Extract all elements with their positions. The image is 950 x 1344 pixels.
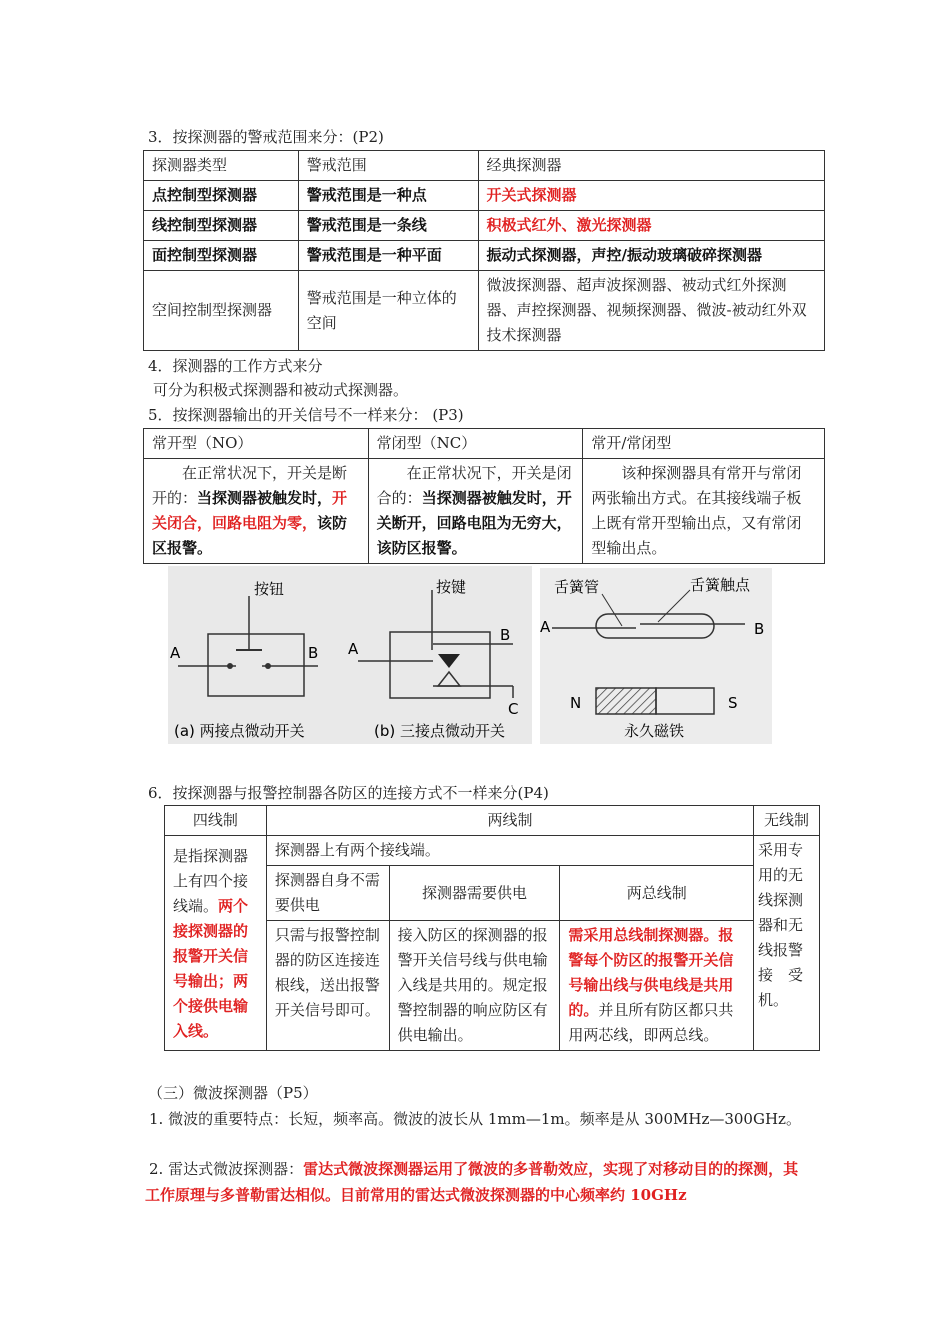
table-row xyxy=(144,271,825,351)
header-cell: 经典探测器 xyxy=(478,151,824,181)
table-cell xyxy=(368,459,583,564)
wiring-table xyxy=(164,805,820,1051)
header-cell: 两线制 xyxy=(266,806,753,836)
table-cell: 探测器需要供电 xyxy=(389,866,560,921)
label-b: B xyxy=(500,626,511,644)
figure-two-contact-switch xyxy=(168,566,532,744)
table-cell: 接入防区的探测器的报警开关信号线与供电输入线是共用的。规定报警控制器的响应防区有供电输出。 xyxy=(389,921,560,1051)
table-row xyxy=(144,211,825,241)
table-row xyxy=(144,429,825,459)
text-span: 两个接探测器的报警开关信号输出；两个接供电输入线。 xyxy=(173,897,249,1040)
reed-switch-svg xyxy=(540,568,772,744)
header-cell: 探测器类型 xyxy=(144,151,299,181)
label-a: A xyxy=(348,640,359,658)
caption-b: (b) 三接点微动开关 xyxy=(374,722,505,740)
text-span: 当探测器被触发时， xyxy=(197,489,333,507)
section6-heading: 6．按探测器与报警控制器各防区的连接方式不一样来分(P4) xyxy=(148,784,549,802)
table-cell: 该种探测器具有常开与常闭两张输出方式。在其接线端子板上既有常开型输出点，又有常闭型输出点。 xyxy=(583,459,825,564)
paragraph-2 xyxy=(145,1156,810,1208)
text-span: 2. 雷达式微波探测器： xyxy=(149,1160,304,1178)
table-cell: 开关式探测器 xyxy=(478,181,824,211)
table-cell: 微波探测器、超声波探测器、被动式红外探测器、声控探测器、视频探测器、微波-被动红外双技术探测器 xyxy=(478,271,824,351)
table-cell xyxy=(560,921,754,1051)
text-span: 并且所有防区都只共用两芯线，即两总线。 xyxy=(568,1001,734,1044)
section4-text: 可分为积极式探测器和被动式探测器。 xyxy=(153,381,409,399)
table-row xyxy=(144,459,825,564)
header-cell: 无线制 xyxy=(754,806,820,836)
table-cell: 两总线制 xyxy=(560,866,754,921)
table-row xyxy=(165,806,820,836)
table-cell: 振动式探测器，声控/振动玻璃破碎探测器 xyxy=(478,241,824,271)
label-contact: 舌簧触点 xyxy=(690,576,751,594)
label-a: A xyxy=(540,618,551,636)
label-button-b: 按键 xyxy=(436,578,467,596)
text-span: 开关闭合，回路电阻为零， xyxy=(152,489,348,532)
text-span: 该防区报警。 xyxy=(152,514,348,557)
section3-heading: 3．按探测器的警戒范围来分：(P2) xyxy=(148,128,384,146)
table-cell xyxy=(144,459,369,564)
figure-reed-switch xyxy=(540,568,772,744)
table-cell: 线控制型探测器 xyxy=(144,211,299,241)
header-cell: 警戒范围 xyxy=(298,151,478,181)
label-b: B xyxy=(754,620,765,638)
label-magnet: 永久磁铁 xyxy=(624,722,685,740)
label-b: B xyxy=(308,644,319,662)
section7-heading: （三）微波探测器（P5） xyxy=(148,1084,318,1102)
text-span: 当探测器被触发时，开关断开，回路电阻为无穷大，该防区报警。 xyxy=(376,489,572,557)
table-row xyxy=(144,241,825,271)
range-table xyxy=(143,150,825,351)
table-cell: 警戒范围是一种立体的空间 xyxy=(298,271,478,351)
switch-table xyxy=(143,428,825,564)
table-cell: 面控制型探测器 xyxy=(144,241,299,271)
label-s: S xyxy=(728,694,738,712)
paragraph-1: 1. 微波的重要特点：长短，频率高。微波的波长从 1mm—1m。频率是从 300MHz—300GHz。 xyxy=(149,1110,801,1128)
label-n: N xyxy=(570,694,582,712)
table-row xyxy=(144,181,825,211)
header-cell: 常开型（NO） xyxy=(144,429,369,459)
table-cell: 警戒范围是一种点 xyxy=(298,181,478,211)
table-cell: 只需与报警控制器的防区连接连根线，送出报警开关信号即可。 xyxy=(266,921,389,1051)
text-span: 雷达式微波探测器运用了微波的多普勒效应，实现了对移动目的的探测，其工作原理与多普勒雷达相似。目前常用的雷达式微波探测器的中心频率约 10GHz xyxy=(145,1160,799,1204)
table-cell: 警戒范围是一条线 xyxy=(298,211,478,241)
table-cell: 采用专用的无线探测器和无线报警接 受机。 xyxy=(754,836,820,1051)
table-row xyxy=(165,836,820,866)
header-cell: 常闭型（NC） xyxy=(368,429,583,459)
table-row xyxy=(144,151,825,181)
table-cell: 探测器上有两个接线端。 xyxy=(266,836,753,866)
text-span: 在正常状况下，开关是闭合的： xyxy=(376,464,572,507)
label-c: C xyxy=(508,700,519,718)
header-cell: 常开/常闭型 xyxy=(583,429,825,459)
label-a: A xyxy=(170,644,181,662)
table-cell: 空间控制型探测器 xyxy=(144,271,299,351)
section5-heading: 5．按探测器输出的开关信号不一样来分： (P3) xyxy=(148,406,464,424)
text-span: 是指探测器上有四个接线端。 xyxy=(173,847,249,915)
switch-diagrams-svg xyxy=(168,566,532,744)
header-cell: 四线制 xyxy=(165,806,267,836)
table-cell xyxy=(165,836,267,1051)
table-cell: 积极式红外、激光探测器 xyxy=(478,211,824,241)
table-cell: 探测器自身不需要供电 xyxy=(266,866,389,921)
caption-a: (a) 两接点微动开关 xyxy=(174,722,305,740)
text-span: 需采用总线制探测器。报警每个防区的报警开关信号输出线与供电线是共用的。 xyxy=(568,926,734,1019)
table-cell: 警戒范围是一种平面 xyxy=(298,241,478,271)
label-reed: 舌簧管 xyxy=(554,578,600,596)
section4-heading: 4．探测器的工作方式来分 xyxy=(148,357,323,375)
label-button-a: 按钮 xyxy=(254,580,285,598)
table-cell: 点控制型探测器 xyxy=(144,181,299,211)
text-span: 在正常状况下，开关是断开的： xyxy=(152,464,348,507)
